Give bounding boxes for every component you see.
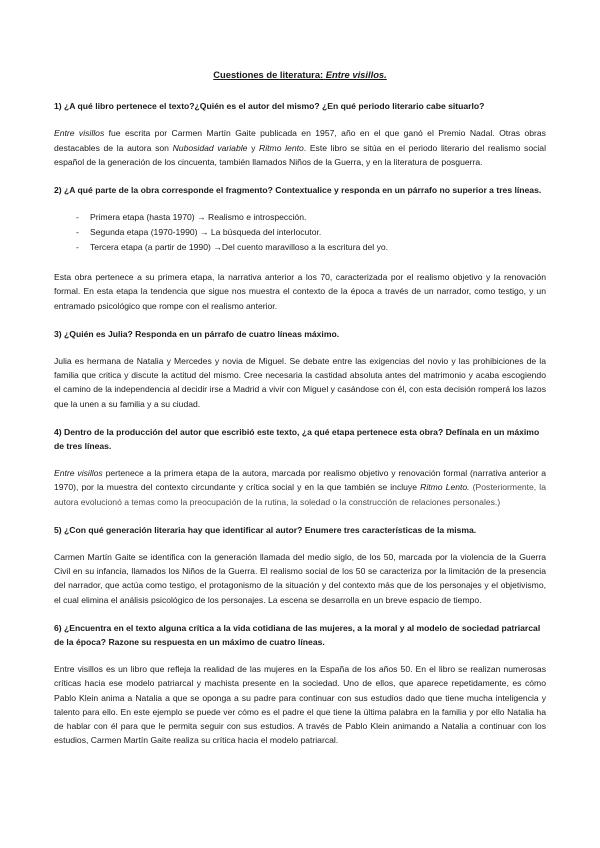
title-italic: Entre visillos. [325, 69, 387, 80]
question-5: 5) ¿Con qué generación literaria hay que identificar al autor? Enumere tres características de la misma. [54, 524, 477, 535]
question-4: 4) Dentro de la producción del autor que escribió este texto, ¿a qué etapa pertenece esta obra? Defínala en un máximo de tres líneas. [54, 426, 540, 452]
answer-1-italic-2: Nubosidad variable [172, 142, 248, 153]
answer-2: Esta obra pertenece a su primera etapa, la narrativa anterior a los 70, caracterizada por el realismo objetivo y la renovación formal. En esta etapa la tendencia que sigue nos muestra el contexto de la época a través de un narrador, como testigo, y un entramado psicológico que rompe con el realismo anterior. [54, 272, 546, 311]
list-item: - Primera etapa (hasta 1970) → Realismo e introspección. [76, 210, 546, 225]
answer-4 [54, 466, 546, 509]
answer-1-italic-1: Entre visillos [54, 128, 105, 139]
page-title [54, 68, 546, 82]
question-6: 6) ¿Encuentra en el texto alguna crítica a la vida cotidiana de las mujeres, a la moral y al modelo de sociedad patriarcal de la época? Razone su respuesta en un máximo de cuatro líneas. [54, 622, 541, 648]
answer-4-text-2: (Posteriormente, la autora evolucionó a temas como la preocupación de la rutina, la soledad o la construcción de relaciones personales.) [54, 482, 546, 507]
answer-3: Julia es hermana de Natalia y Mercedes y novia de Miguel. Se debate entre las exigencias del novio y las prohibiciones de la familia que critica y discute la actitud del mismo. Cree necesaria la castidad absoluta antes del matrimonio y acaba escogiendo el camino de la independencia al decidir irse a Madrid a vivir con Miguel y casándose con él, con esta decisión romperá los lazos que la unen a su familia y a su ciudad. [54, 356, 546, 409]
question-2: 2) ¿A qué parte de la obra corresponde el fragmento? Contextualice y responda en un párrafo no superior a tres líneas. [54, 185, 542, 196]
question-3: 3) ¿Quién es Julia? Responda en un párrafo de cuatro líneas máximo. [54, 328, 340, 339]
answer-1 [54, 126, 546, 169]
question-1: 1) ¿A qué libro pertenece el texto?¿Quién es el autor del mismo? ¿En qué periodo literario cabe situarlo? [54, 101, 485, 112]
answer-4-italic-2: Ritmo Lento. [420, 482, 470, 493]
answer-1-italic-3: Ritmo lento [259, 142, 304, 153]
answer-1-text-1: fue escrita por Carmen Martín Gaite publicada en 1957, año en el que ganó el Premio Nadal. Otras obras destacables de la autora son [54, 128, 546, 153]
answer-1-text-3: . Este libro se sitúa en el periodo literario del realismo social español de la generación de los cincuenta, también llamados Niños de la Guerra, y en la literatura de posguerra. [54, 142, 546, 167]
stages-list [54, 210, 546, 255]
list-item: - Segunda etapa (1970-1990) → La búsqueda del interlocutor. [76, 225, 546, 240]
title-main: Cuestiones de literatura: [213, 69, 324, 80]
answer-4-text-1: pertenece a la primera etapa de la autora, marcada por realismo objetivo y renovación formal (narrativa anterior a 1970), por la muestra del contexto circundante y crítica social y en la que también se incluye [54, 468, 546, 493]
answer-6: Entre visillos es un libro que refleja la realidad de las mujeres en la España de los años 50. En el libro se realizan numerosas críticas hacia ese modelo patriarcal y machista presente en la sociedad. Uno de ellos, que aparece repetidamente, es cómo Pablo Klein anima a Natalia a que se oponga a su padre para continuar con sus estudios dado que tiene mucha inteligencia y talento para ello. En este ejemplo se puede ver cómo es el padre el que tiene la última palabra en la familia y por ello Natalia ha de hablar con él para que le permita seguir con sus estudios. A través de Pablo Klein animando a Natalia a continuar con los estudios, Carmen Martín Gaite realiza su crítica hacia el modelo patriarcal. [54, 664, 546, 746]
answer-5: Carmen Martín Gaite se identifica con la generación llamada del medio siglo, de los 50, marcada por la violencia de la Guerra Civil en su infancia, llamados los Niños de la Guerra. El realismo social de los 50 se caracteriza por la limitación de la presencia del narrador, que actúa como testigo, el protagonismo de la situación y del contexto más que de los personajes y el objetivismo, el cual elimina el análisis psicológico de los personajes. La escena se desarrolla en un breve espacio de tiempo. [54, 552, 546, 605]
answer-4-italic-1: Entre visillos [54, 468, 103, 479]
answer-1-text-2: y [247, 142, 260, 153]
list-item: - Tercera etapa (a partir de 1990) →Del cuento maravilloso a la escritura del yo. [76, 240, 546, 255]
